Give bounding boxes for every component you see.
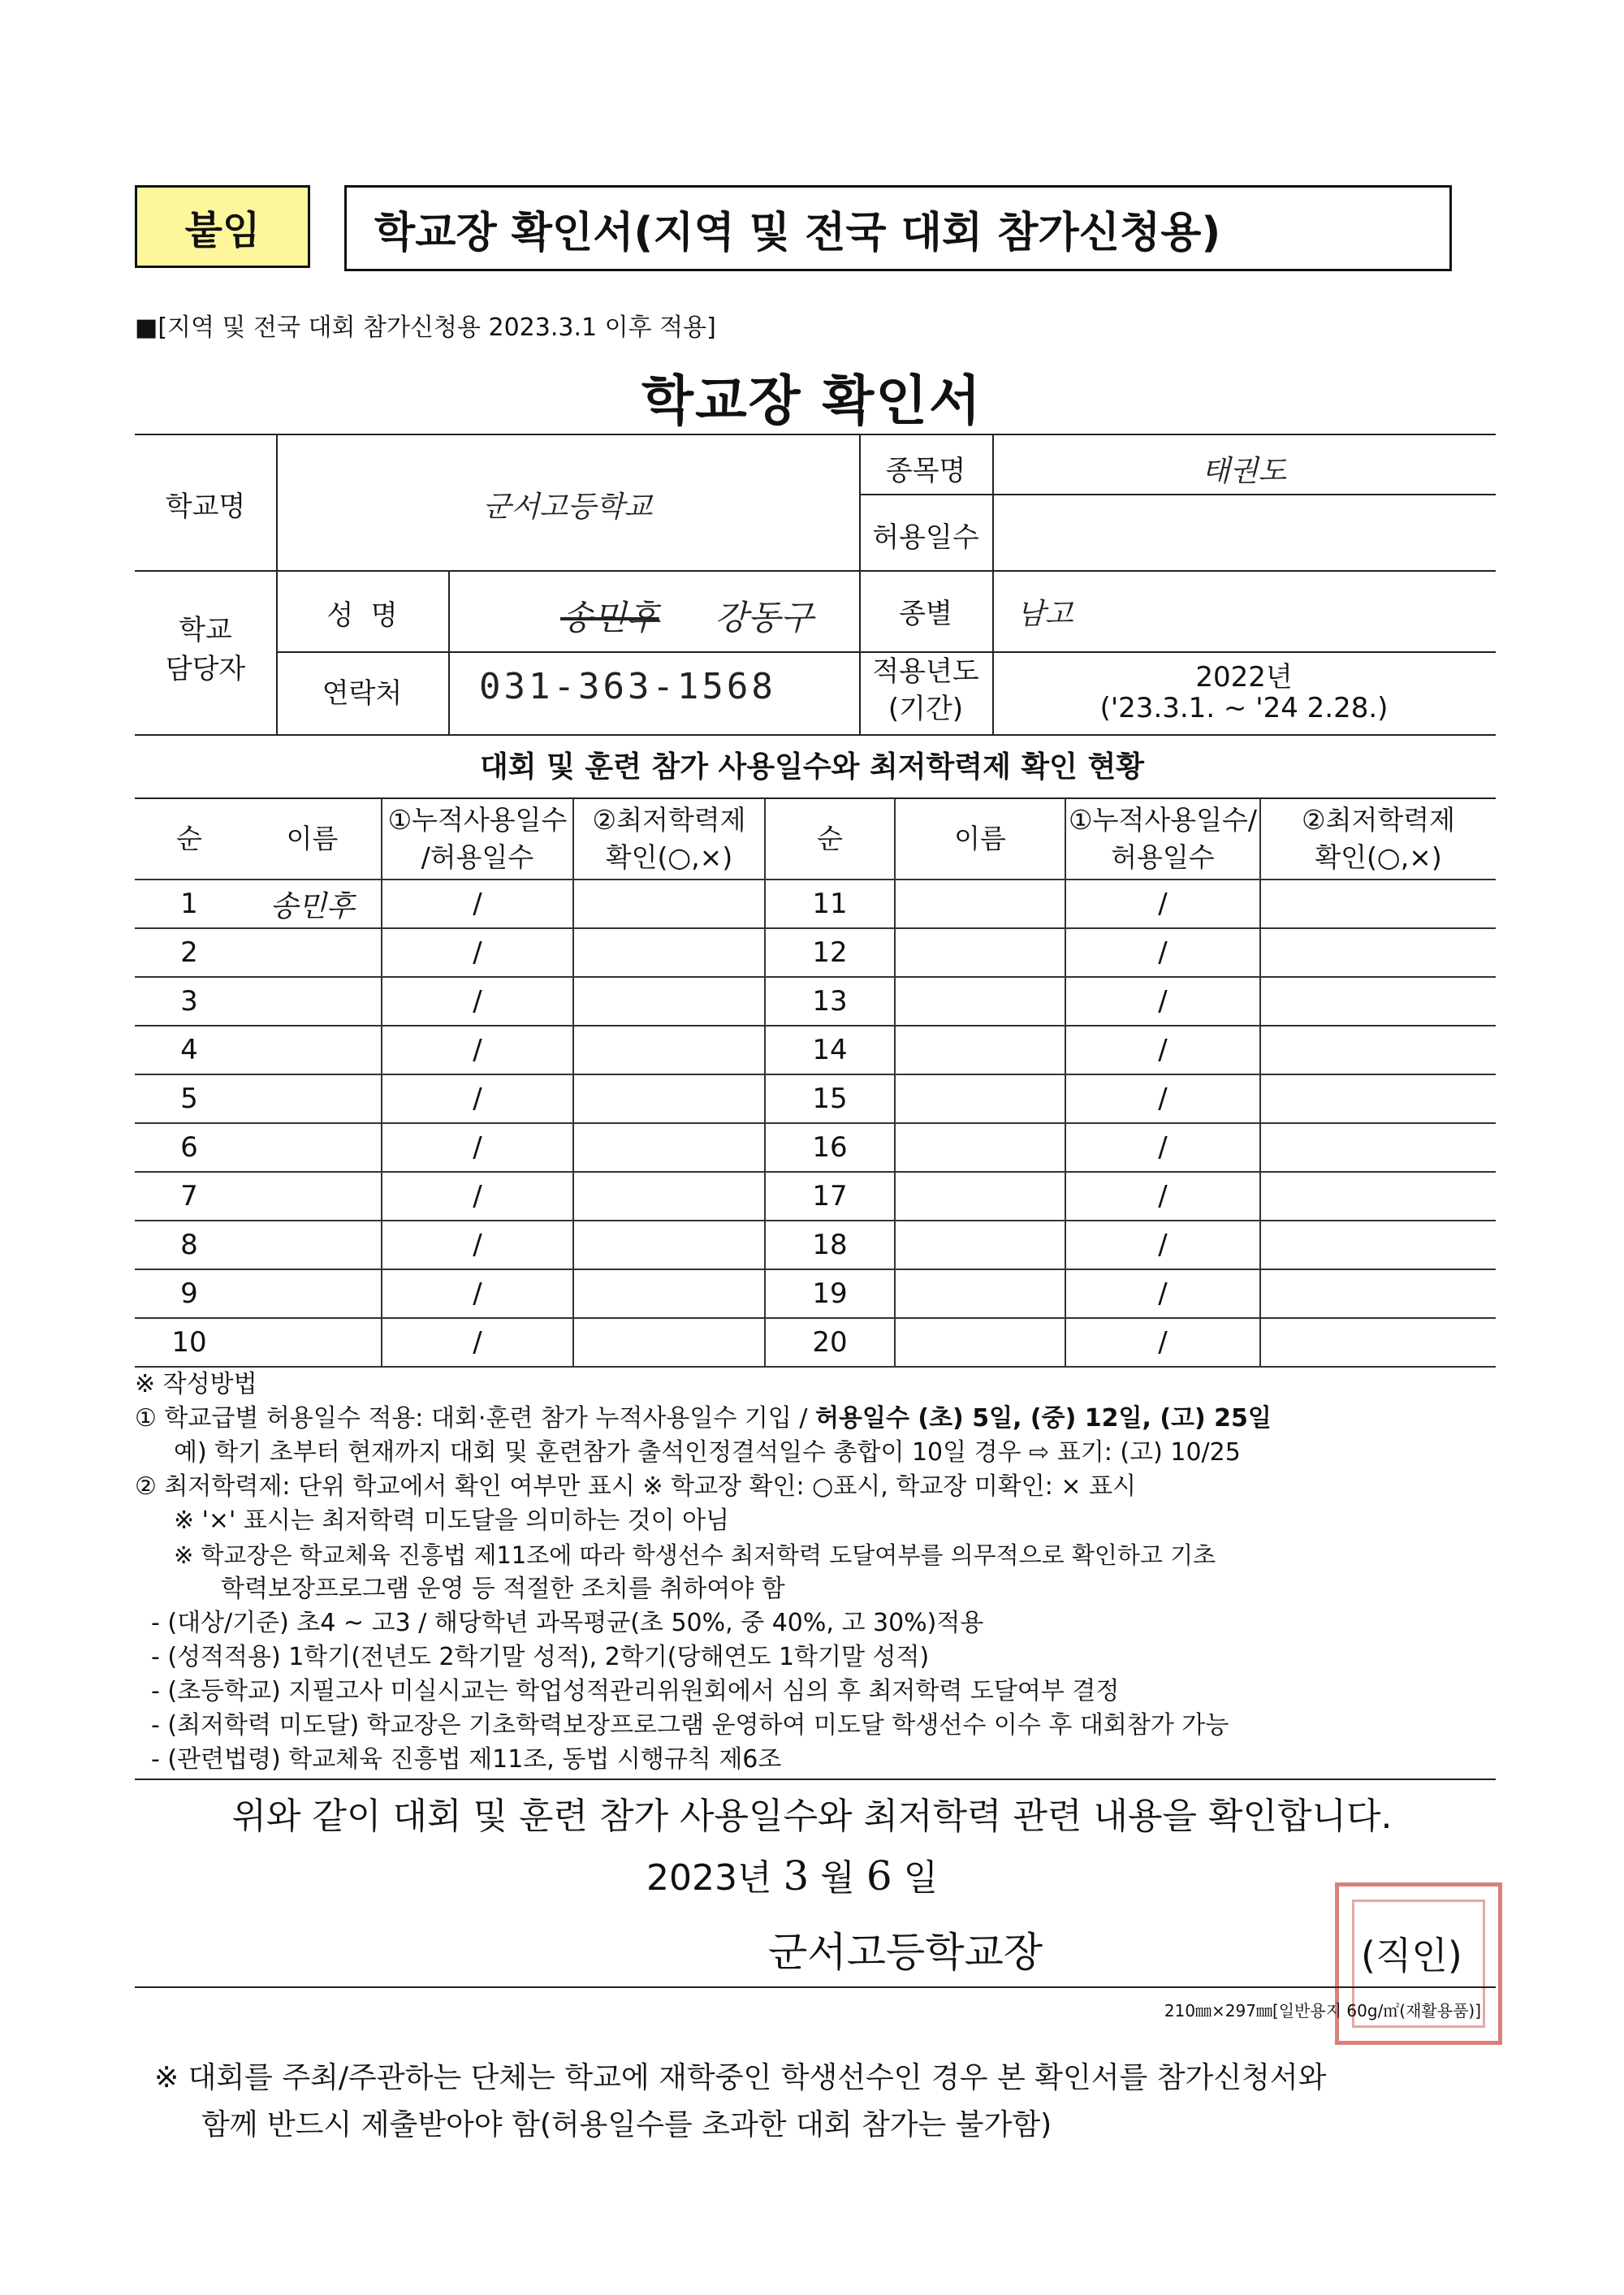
row-days: / [382,1074,573,1123]
row-name [244,1172,382,1221]
row-check [1260,977,1496,1026]
instruction-line: ※ '×' 표시는 최저학력 미도달을 의미하는 것이 아님 [174,1506,730,1535]
row-name [244,1318,382,1367]
table-row [135,928,1496,977]
row-days: / [382,977,573,1026]
gender-value: 남고 [1017,598,1073,631]
row-name [244,1123,382,1172]
table-row [135,1318,1496,1367]
row-name [895,880,1065,928]
row-no: 10 [135,1318,244,1367]
struck-name: 송민후 [560,598,659,638]
row-no: 19 [765,1269,895,1318]
row-name [895,1221,1065,1269]
row-days: / [382,1172,573,1221]
instruction-line: 학력보장프로그램 운영 등 적절한 조치를 취하여야 함 [221,1575,785,1603]
row-check [573,1318,765,1367]
row-days: / [1065,1026,1260,1074]
row-check [1260,1074,1496,1123]
row-no: 16 [765,1123,895,1172]
row-days: / [382,1026,573,1074]
instruction-line: - (성적적용) 1학기(전년도 2학기말 성적), 2학기(당해연도 1학기말 성적) [151,1643,930,1671]
contact-label: 연락처 [322,677,403,710]
row-name [895,1123,1065,1172]
row-check [573,1172,765,1221]
row-days: / [1065,977,1260,1026]
row-check [1260,928,1496,977]
instructions-heading: ※ 작성방법 [135,1370,257,1398]
row-check [573,928,765,977]
school-name-label: 학교명 [165,491,246,523]
row-check [1260,1026,1496,1074]
header-no: 순 [135,798,244,880]
attachment-badge: 붙임 [135,185,310,268]
header-name: 이름 [895,798,1065,880]
confirmation-text: 위와 같이 대회 및 훈련 참가 사용일수와 최저학력 관련 내용을 확인합니다. [231,1796,1393,1837]
row-name: 송민후 [244,880,382,928]
row-days: / [1065,928,1260,977]
row-check [573,1269,765,1318]
table-row [135,1269,1496,1318]
row-no: 9 [135,1269,244,1318]
row-check [1260,1123,1496,1172]
row-days: / [1065,1221,1260,1269]
header-check: ②최저학력제 확인(○,×) [573,798,765,880]
instruction-line: - (관련법령) 학교체육 진흥법 제11조, 동법 시행규칙 제6조 [151,1745,782,1774]
row-check [573,1074,765,1123]
table-row [135,880,1496,928]
allowed-days-label: 허용일수 [872,521,979,554]
header-check: ②최저학력제 확인(○,×) [1260,798,1496,880]
row-check [573,1221,765,1269]
row-name [244,1221,382,1269]
row-days: / [1065,1123,1260,1172]
instruction-line: - (대상/기준) 초4 ~ 고3 / 해당학년 과목평균(초 50%, 중 40%, 고 30%)적용 [151,1609,984,1637]
header-days: ①누적사용일수/ 허용일수 [1065,798,1260,880]
row-name [895,977,1065,1026]
row-name [895,1074,1065,1123]
status-table [135,797,1496,1368]
row-days: / [1065,880,1260,928]
row-days: / [382,880,573,928]
row-name [244,977,382,1026]
row-days: / [382,1318,573,1367]
table-row [135,1074,1496,1123]
row-check [1260,1221,1496,1269]
row-name [244,1269,382,1318]
row-check [573,1026,765,1074]
row-no: 2 [135,928,244,977]
header-name: 이름 [244,798,382,880]
row-no: 18 [765,1221,895,1269]
manager-name-value: 강동구 [715,598,814,638]
row-no: 12 [765,928,895,977]
period-label: 적용년도 (기간) [872,655,979,725]
row-no: 13 [765,977,895,1026]
instructions [135,1368,1499,1777]
row-check [1260,1172,1496,1221]
row-days: / [1065,1074,1260,1123]
row-check [1260,1318,1496,1367]
row-no: 11 [765,880,895,928]
row-days: / [382,1123,573,1172]
row-no: 7 [135,1172,244,1221]
instruction-line: - (최저학력 미도달) 학교장은 기초학력보장프로그램 운영하여 미도달 학생선수 이수 후 대회참가 가능 [151,1711,1229,1740]
table-row [135,977,1496,1026]
row-no: 3 [135,977,244,1026]
confirmation-date: 2023년 3 월 6 일 [646,1852,939,1900]
row-name [895,1318,1065,1367]
row-no: 15 [765,1074,895,1123]
row-days: / [1065,1318,1260,1367]
row-check [1260,1269,1496,1318]
row-no: 17 [765,1172,895,1221]
row-days: / [1065,1172,1260,1221]
row-no: 6 [135,1123,244,1172]
table-row [135,1221,1496,1269]
applicability-note: ■[지역 및 전국 대회 참가신청용 2023.3.1 이후 적용] [135,313,716,342]
instruction-line: ① 학교급별 허용일수 적용: 대회·훈련 참가 누적사용일수 기입 / 허용일수 (초) 5일, (중) 12일, (고) 25일 [135,1404,1272,1433]
instruction-line: 예) 학기 초부터 현재까지 대회 및 훈련참가 출석인정결석일수 총합이 10일 경우 ⇨ 표기: (고) 10/25 [174,1438,1241,1467]
status-title: 대회 및 훈련 참가 사용일수와 최저학력제 확인 현황 [479,750,1145,784]
row-name [895,928,1065,977]
row-name [244,1074,382,1123]
form-title: 학교장 확인서 [641,370,983,432]
instruction-line: - (초등학교) 지필고사 미실시교는 학업성적관리위원회에서 심의 후 최저학력 도달여부 결정 [151,1677,1120,1705]
row-check [573,1123,765,1172]
table-row [135,1026,1496,1074]
instruction-line: ② 최저학력제: 단위 학교에서 확인 여부만 표시 ※ 학교장 확인: ○표시, 학교장 미확인: × 표시 [135,1472,1137,1501]
row-no: 20 [765,1318,895,1367]
row-check [1260,880,1496,928]
row-no: 5 [135,1074,244,1123]
instruction-line: ※ 학교장은 학교체육 진흥법 제11조에 따라 학생선수 최저학력 도달여부를 의무적으로 확인하고 기초 [174,1541,1216,1569]
event-label: 종목명 [885,455,966,487]
year-value: 2022년 [1195,661,1293,694]
row-days: / [382,1221,573,1269]
header-days: ①누적사용일수 /허용일수 [382,798,573,880]
row-days: / [382,1269,573,1318]
gender-label: 종별 [899,598,952,630]
header-no: 순 [765,798,895,880]
seal-label: (직인) [1361,1934,1462,1977]
row-name [895,1172,1065,1221]
row-name [244,1026,382,1074]
contact-value: 031-363-1568 [479,666,776,707]
table-row [135,1123,1496,1172]
table-row [135,1172,1496,1221]
document-title-box: 학교장 확인서(지역 및 전국 대회 참가신청용) [344,185,1452,271]
row-no: 1 [135,880,244,928]
row-no: 8 [135,1221,244,1269]
row-no: 4 [135,1026,244,1074]
period-value: ('23.3.1. ~ '24 2.28.) [1099,692,1389,724]
row-check [573,977,765,1026]
row-name [244,928,382,977]
row-name [895,1269,1065,1318]
event-value: 태권도 [1201,455,1287,488]
manager-name-label: 성 명 [326,599,398,632]
row-days: / [1065,1269,1260,1318]
row-name [895,1026,1065,1074]
footnote: ※ 대회를 주최/주관하는 단체는 학교에 재학중인 학생선수인 경우 본 확인서를 참가신청서와 함께 반드시 제출받아야 함(허용일수를 초과한 대회 참가는 불가함) [154,2061,1327,2142]
row-check [573,880,765,928]
paper-spec: 210㎜×297㎜[일반용지 60g/㎡(재활용품)] [1164,2001,1481,2021]
row-days: / [382,928,573,977]
row-no: 14 [765,1026,895,1074]
principal-title: 군서고등학교장 [768,1929,1043,1976]
school-name-value: 군서고등학교 [482,491,653,524]
manager-label: 학교 담당자 [165,614,246,685]
